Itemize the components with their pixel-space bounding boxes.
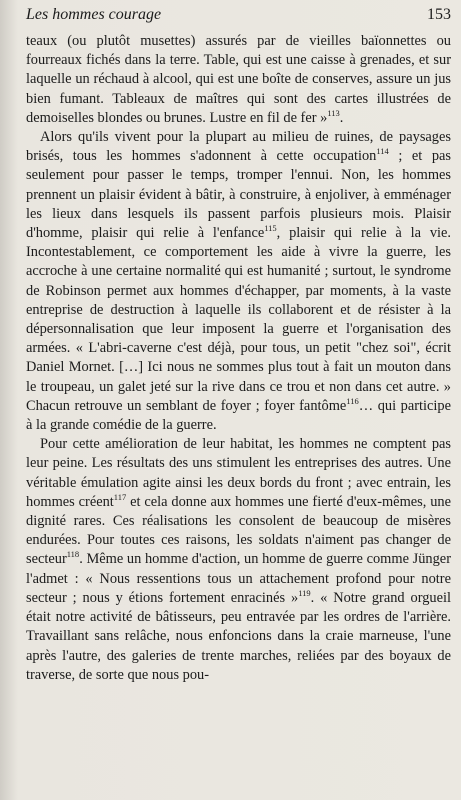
footnote-ref: 117 [113, 491, 127, 502]
text-run: . « Notre grand orgueil était notre activité de bâtisseurs, peu entravée par les ordres de l'arrière. Travaillant sans relâche, nous enfoncions dans la craie marneuse, l'une après l'autre, des galeries de trente marches, reliées par des boyaux de traverse, de sorte que nous pou- [26, 589, 452, 683]
footnote-ref: 118 [66, 549, 80, 560]
text-run: Alors qu'ils vivent pour la plupart au milieu de ruines, de paysages brisés, tous les hommes s'adonnent à cette occupation [26, 129, 451, 165]
paragraph [26, 435, 451, 685]
text-run: et cela donne aux hommes une fierté d'eux-mêmes, une dignité rares. Ces réalisations les consolent de beaucoup de misères endurées. Pour toutes ces raisons, les soldats n'aiment pas changer de secteur [26, 493, 452, 568]
text-run: , plaisir qui relie à la vie. Incontestablement, ce comportement les aide à vivre la guerre, les accroche à une certaine normalité qui est humanité ; surtout, le syndrome de Robinson permet aux hommes d'échapper, par moments, à la vaste entreprise de destruction à laquelle ils collaborent et de résister à la dépersonnalisation que leur imposent la guerre et l'organisation des armées. « L'abri-caverne c'est déjà, pour tous, un petit "chez soi", écrit Daniel Mornet. […] Ici nous ne sommes plus tout à fait un mouton dans le troupeau, un galet jeté sur la rive dans ce trou et non dans cet autre. » Chacun retrouve un semblant de foyer ; foyer fantôme [26, 225, 451, 414]
body-text [26, 32, 451, 685]
text-run: teaux (ou plutôt musettes) assurés par de vieilles baïonnettes ou fourreaux fichés dans la terre. Table, qui est une caisse à grenades, et sur laquelle un réchaud à alcool, qui est une boîte de conserves, assure un jus bien fumant. Tableaux de maîtres qui sont des cartes illustrées de demoiselles blondes ou brunes. Lustre en fil de fer » [26, 33, 451, 126]
page-number: 153 [427, 6, 451, 23]
footnote-ref: 119 [298, 587, 311, 598]
text-run: . [339, 109, 344, 126]
text-run: Pour cette amélioration de leur habitat, les hommes ne comptent pas leur peine. Les résultats des uns stimulent les entreprises des autres. Une véritable émulation agite ainsi les deux bords du front ; avec entrain, les hommes créent [26, 436, 451, 510]
page-header [26, 6, 451, 32]
footnote-ref: 113 [327, 107, 340, 118]
footnote-ref: 114 [376, 146, 389, 157]
running-title: Les hommes courage [26, 6, 162, 23]
footnote-ref: 116 [346, 395, 359, 406]
footnote-ref: 115 [264, 223, 277, 234]
paragraph [26, 128, 451, 435]
text-run: . Même un homme d'action, un homme de guerre comme Jünger l'admet : « Nous ressentions tous un attachement profond pour notre secteur ; nous y étions fortement enracinés » [26, 551, 451, 606]
text-run: ; et pas seulement pour passer le temps, tromper l'ennui. Non, les hommes prennent un plaisir évident à bâtir, à construire, à enjoliver, à emménager les lieux dans lesquels ils passent parfois plusieurs mois. Plaisir d'homme, plaisir qui relie à l'enfance [26, 148, 451, 242]
paragraph [26, 32, 451, 128]
text-run: … qui participe à la grande comédie de la guerre. [26, 397, 451, 434]
